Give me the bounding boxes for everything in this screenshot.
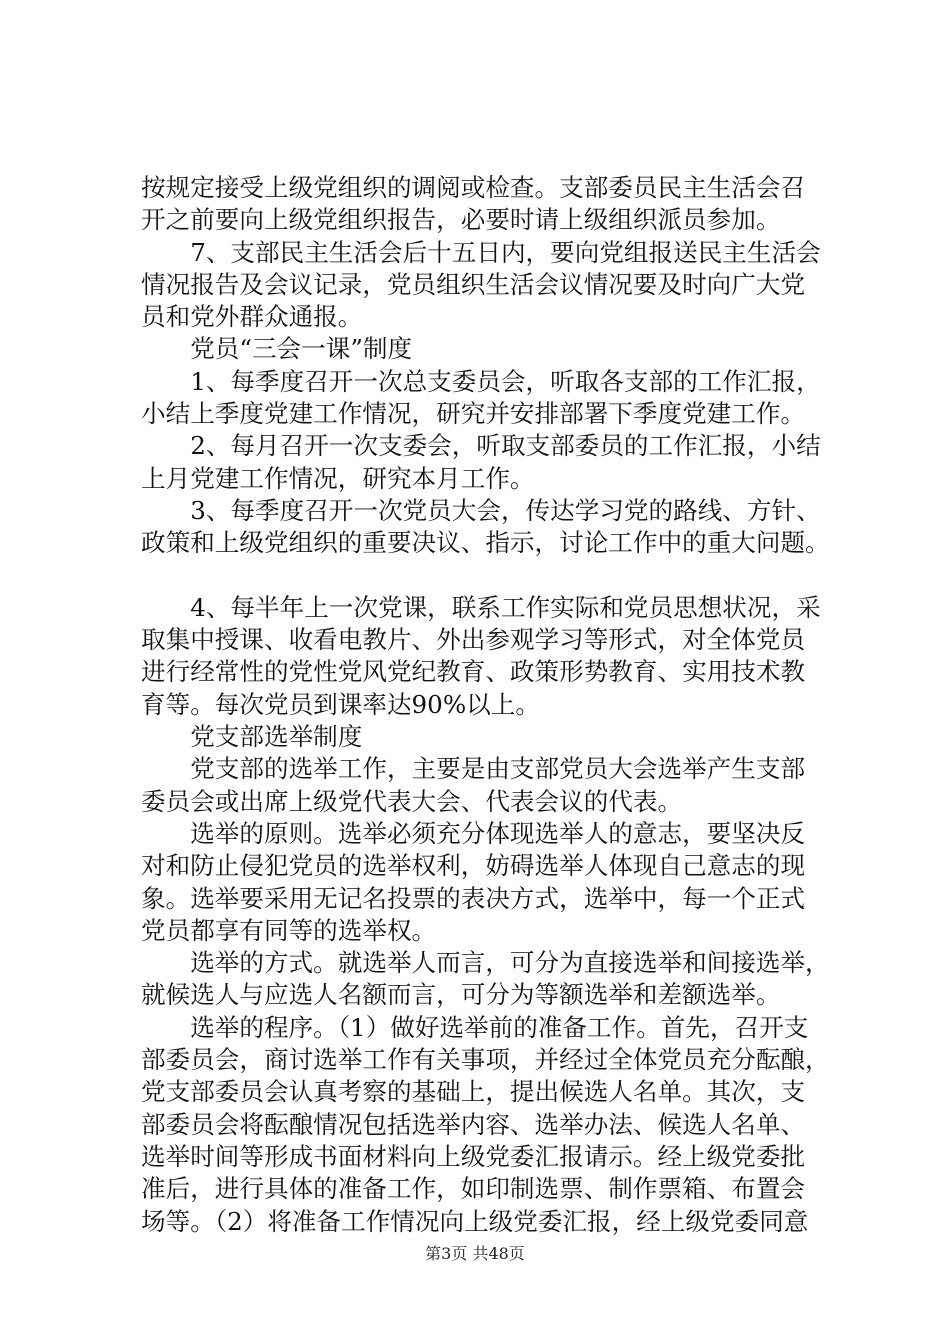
text-line: 选举的原则。选举必须充分体现选举人的意志，要坚决反 [141,818,806,848]
text-line: 按规定接受上级党组织的调阅或检查。支部委员民主生活会召 [141,173,806,202]
text-line: 部委员会将酝酿情况包括选举内容、选举办法、候选人名单、 [141,1109,806,1139]
text-line: 对和防止侵犯党员的选举权利，妨碍选举人体现自己意志的现 [141,851,806,881]
text-line: 政策和上级党组织的重要决议、指示，讨论工作中的重大问题。 [141,528,830,558]
paragraph-gap [141,560,841,592]
text-line: 1、每季度召开一次总支委员会，听取各支部的工作汇报， [141,366,821,396]
text-line: 进行经常性的党性党风党纪教育、政策形势教育、实用技术教 [141,657,806,687]
text-line: 上月党建工作情况，研究本月工作。 [141,463,535,493]
body-text [141,172,841,1238]
text-line: 准后，进行具体的准备工作，如印制选票、制作票箱、布置会 [141,1174,806,1204]
text-line: 情况报告及会议记录，党员组织生活会议情况要及时向广大党 [141,269,806,299]
text-line: 7、支部民主生活会后十五日内，要向党组报送民主生活会 [141,237,821,267]
text-line: 2、每月召开一次支委会，听取支部委员的工作汇报，小结 [141,431,821,461]
text-line: 员和党外群众通报。 [141,302,363,332]
text-line: 取集中授课、收看电教片、外出参观学习等形式，对全体党员 [141,625,806,655]
text-line: 4、每半年上一次党课，联系工作实际和党员思想状况，采 [141,592,821,622]
text-line: 就候选人与应选人名额而言，可分为等额选举和差额选举。 [141,980,781,1010]
text-line: 部委员会，商讨选举工作有关事项，并经过全体党员充分酝酿， [141,1045,830,1075]
text-line: 党员“三会一课”制度 [141,334,413,364]
text-line: 委员会或出席上级党代表大会、代表会议的代表。 [141,786,683,816]
text-line: 场等。（2）将准备工作情况向上级党委汇报，经上级党委同意 [141,1206,809,1236]
text-line: 象。选举要采用无记名投票的表决方式，选举中，每一个正式 [141,883,806,913]
text-line: 党支部的选举工作，主要是由支部党员大会选举产生支部 [141,754,806,784]
text-line: 育等。每次党员到课率达90%以上。 [141,689,540,719]
text-line: 党员都享有同等的选举权。 [141,915,437,945]
text-line: 开之前要向上级党组织报告，必要时请上级组织派员参加。 [141,205,781,235]
page-footer: 第3页 共48页 [425,1244,525,1263]
text-line: 小结上季度党建工作情况，研究并安排部署下季度党建工作。 [141,399,806,429]
text-line: 党支部选举制度 [141,722,363,752]
text-line: 党支部委员会认真考察的基础上，提出候选人名单。其次，支 [141,1077,806,1107]
text-line: 选举的方式。就选举人而言，可分为直接选举和间接选举， [141,948,830,978]
text-line: 选举的程序。（1）做好选举前的准备工作。首先，召开支 [141,1012,809,1042]
text-line: 选举时间等形成书面材料向上级党委汇报请示。经上级党委批 [141,1141,806,1171]
text-line: 3、每季度召开一次党员大会，传达学习党的路线、方针、 [141,495,821,525]
